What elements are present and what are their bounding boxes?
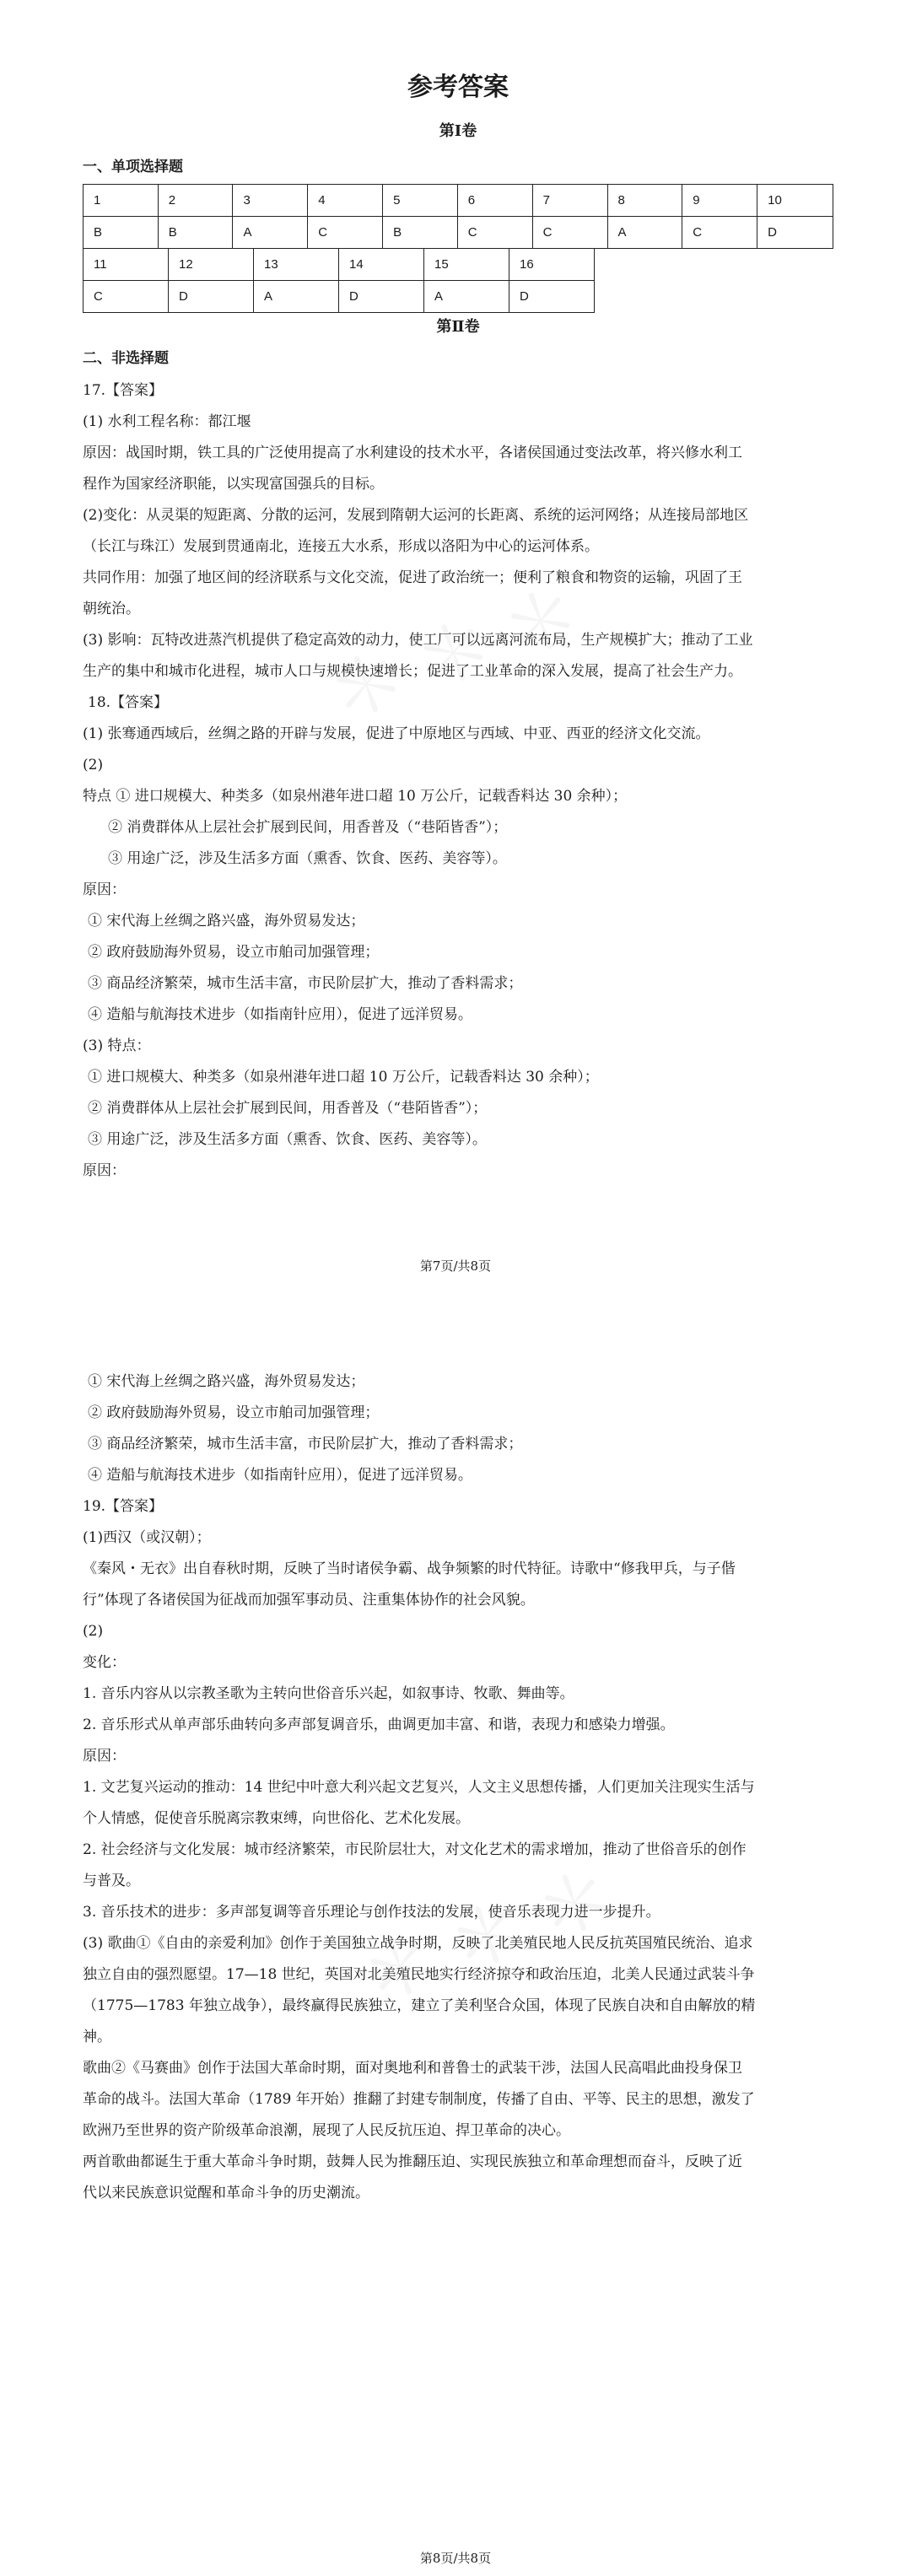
text-line: 革命的战斗。法国大革命（1789 年开始）推翻了封建专制制度，传播了自由、平等、民主的思想，激发了: [83, 2091, 755, 2108]
text-line: 生产的集中和城市化进程，城市人口与规模快速增长；促进了工业革命的深入发展，提高了社会生产力。: [83, 663, 742, 680]
text-line: 两首歌曲都诞生于重大革命斗争时期，鼓舞人民为推翻压迫、实现民族独立和革命理想而奋斗，反映了近: [83, 2153, 742, 2170]
table-cell: 12: [169, 249, 254, 281]
section-1-title: 一、单项选择题: [83, 159, 183, 175]
text-line: 原因：: [83, 1748, 126, 1765]
text-line: (3) 影响：瓦特改进蒸汽机提供了稳定高效的动力，使工厂可以远离河流布局，生产规模扩大；推动了工业: [83, 632, 753, 649]
text-line: 特点 ① 进口规模大、种类多（如泉州港年进口超 10 万公斤，记载香料达 30 余种）；: [83, 788, 628, 805]
text-line: 行”体现了各诸侯国为征战而加强军事动员、注重集体协作的社会风貌。: [83, 1592, 535, 1609]
table-cell: 4: [308, 185, 383, 217]
text-line: 个人情感，促使音乐脱离宗教束缚，向世俗化、艺术化发展。: [83, 1810, 470, 1827]
text-line: 变化：: [83, 1654, 126, 1671]
text-line: (3) 特点：: [83, 1037, 151, 1054]
text-line: 神。: [83, 2029, 111, 2045]
volume-2-title: 第Ⅱ卷: [436, 318, 480, 336]
text-line: （长江与珠江）发展到贯通南北，连接五大水系，形成以洛阳为中心的运河体系。: [83, 538, 599, 555]
table-cell: 8: [607, 185, 682, 217]
text-line: 2. 社会经济与文化发展：城市经济繁荣，市民阶层壮大，对文化艺术的需求增加，推动了世俗音乐的创作: [83, 1841, 747, 1858]
table-cell: A: [424, 281, 509, 313]
text-line: ③ 用途广泛，涉及生活多方面（熏香、饮食、医药、美容等）。: [108, 850, 507, 867]
table-cell: 11: [84, 249, 169, 281]
text-line: (1) 水利工程名称：都江堰: [83, 413, 251, 430]
text-line: 与普及。: [83, 1873, 140, 1889]
text-line: ② 消费群体从上层社会扩展到民间，用香普及（“巷陌皆香”）；: [108, 819, 508, 836]
table-cell: A: [607, 217, 682, 249]
text-line: ② 政府鼓励海外贸易，设立市舶司加强管理；: [88, 1404, 380, 1421]
text-line: 独立自由的强烈愿望。17—18 世纪，英国对北美殖民地实行经济掠夺和政治压迫，北美人民通过武装斗争: [83, 1966, 755, 1983]
table-cell: A: [233, 217, 308, 249]
text-line: ③ 商品经济繁荣，城市生活丰富，市民阶层扩大，推动了香料需求；: [88, 1436, 523, 1452]
page-footer: 第8页/共8页: [419, 2551, 492, 2566]
table-row-answers-1: [84, 217, 833, 249]
table-cell: 1: [84, 185, 159, 217]
text-line: ① 宋代海上丝绸之路兴盛，海外贸易发达；: [88, 913, 365, 930]
text-line: (1)西汉（或汉朝）；: [83, 1529, 211, 1546]
text-line: (2): [83, 757, 104, 773]
table-cell: C: [682, 217, 757, 249]
text-line: 《秦风・无衣》出自春秋时期，反映了当时诸侯争霸、战争频繁的时代特征。诗歌中“修我甲兵，与子偕: [83, 1560, 736, 1577]
section-2-title: 二、非选择题: [83, 350, 169, 367]
table-row-answers-2: [84, 281, 595, 313]
text-line: (2)变化：从灵渠的短距离、分散的运河，发展到隋朝大运河的长距离、系统的运河网络；从连接局部地区: [83, 507, 749, 524]
text-line: 1. 音乐内容从以宗教圣歌为主转向世俗音乐兴起，如叙事诗、牧歌、舞曲等。: [83, 1685, 574, 1702]
table-cell: D: [757, 217, 833, 249]
table-cell: 6: [457, 185, 532, 217]
q18-heading: 18.【答案】: [88, 694, 169, 711]
table-cell: 9: [682, 185, 757, 217]
table-row-questions-2: [84, 249, 595, 281]
text-line: ② 政府鼓励海外贸易，设立市舶司加强管理；: [88, 944, 380, 961]
q19-heading: 19.【答案】: [83, 1498, 164, 1515]
text-line: 朝统治。: [83, 601, 140, 617]
page-8-content: [83, 1366, 833, 2209]
table-cell: D: [509, 281, 595, 313]
table-cell: C: [532, 217, 607, 249]
table-cell: 2: [158, 185, 233, 217]
table-cell: 13: [254, 249, 339, 281]
table-cell: 16: [509, 249, 595, 281]
table-cell: A: [254, 281, 339, 313]
text-line: ② 消费群体从上层社会扩展到民间，用香普及（“巷陌皆香”）；: [88, 1100, 488, 1117]
q17-heading: 17.【答案】: [83, 382, 164, 399]
volume-1-title: 第Ⅰ卷: [439, 122, 477, 140]
text-line: 歌曲②《马赛曲》创作于法国大革命时期，面对奥地利和普鲁士的武装干涉，法国人民高唱此曲投身保卫: [83, 2060, 742, 2077]
table-cell: B: [84, 217, 159, 249]
text-line: ① 进口规模大、种类多（如泉州港年进口超 10 万公斤，记载香料达 30 余种）；: [88, 1069, 599, 1086]
text-line: 欧洲乃至世界的资产阶级革命浪潮，展现了人民反抗压迫、捍卫革命的决心。: [83, 2122, 570, 2139]
text-line: 原因：: [83, 881, 126, 898]
table-cell: C: [457, 217, 532, 249]
text-line: 1. 文艺复兴运动的推动：14 世纪中叶意大利兴起文艺复兴，人文主义思想传播，人们更加关注现实生活与: [83, 1779, 755, 1796]
text-line: 代以来民族意识觉醒和革命斗争的历史潮流。: [83, 2185, 369, 2201]
text-line: (1) 张骞通西域后，丝绸之路的开辟与发展，促进了中原地区与西域、中亚、西亚的经济文化交流。: [83, 725, 710, 742]
page-8: [0, 1341, 911, 2576]
table-cell: D: [339, 281, 424, 313]
text-line: (2): [83, 1623, 104, 1640]
text-line: 原因：: [83, 1162, 126, 1179]
table-cell: B: [383, 217, 458, 249]
table-cell: 3: [233, 185, 308, 217]
table-cell: C: [308, 217, 383, 249]
table-cell: 14: [339, 249, 424, 281]
text-line: ③ 用途广泛，涉及生活多方面（熏香、饮食、医药、美容等）。: [88, 1131, 487, 1148]
table-cell: 5: [383, 185, 458, 217]
answer-table: [83, 184, 833, 313]
page-7-content: [83, 42, 833, 1187]
table-row-questions-1: [84, 185, 833, 217]
table-cell: C: [84, 281, 169, 313]
text-line: ① 宋代海上丝绸之路兴盛，海外贸易发达；: [88, 1373, 365, 1390]
page-footer: 第7页/共8页: [419, 1258, 492, 1274]
text-line: 2. 音乐形式从单声部乐曲转向多声部复调音乐，曲调更加丰富、和谐，表现力和感染力增强。: [83, 1716, 675, 1733]
text-line: ④ 造船与航海技术进步（如指南针应用），促进了远洋贸易。: [88, 1006, 472, 1023]
text-line: ③ 商品经济繁荣，城市生活丰富，市民阶层扩大，推动了香料需求；: [88, 975, 523, 992]
text-line: 共同作用：加强了地区间的经济联系与文化交流，促进了政治统一；便利了粮食和物资的运输，巩固了王: [83, 569, 742, 586]
table-cell: 10: [757, 185, 833, 217]
table-cell: 7: [532, 185, 607, 217]
text-line: 原因：战国时期，铁工具的广泛使用提高了水利建设的技术水平，各诸侯国通过变法改革，将兴修水利工: [83, 445, 742, 461]
table-cell: D: [169, 281, 254, 313]
table-cell: B: [158, 217, 233, 249]
text-line: ④ 造船与航海技术进步（如指南针应用），促进了远洋贸易。: [88, 1467, 472, 1484]
text-line: 程作为国家经济职能，以实现富国强兵的目标。: [83, 476, 384, 493]
table-cell: 15: [424, 249, 509, 281]
text-line: (3) 歌曲①《自由的亲爱利加》创作于美国独立战争时期，反映了北美殖民地人民反抗英国殖民统治、追求: [83, 1935, 753, 1952]
text-line: 3. 音乐技术的进步：多声部复调等音乐理论与创作技法的发展，使音乐表现力进一步提升。: [83, 1904, 660, 1921]
page-title: 参考答案: [407, 73, 509, 102]
text-line: （1775—1783 年独立战争），最终赢得民族独立，建立了美利坚合众国，体现了民族自决和自由解放的精: [83, 1997, 756, 2014]
